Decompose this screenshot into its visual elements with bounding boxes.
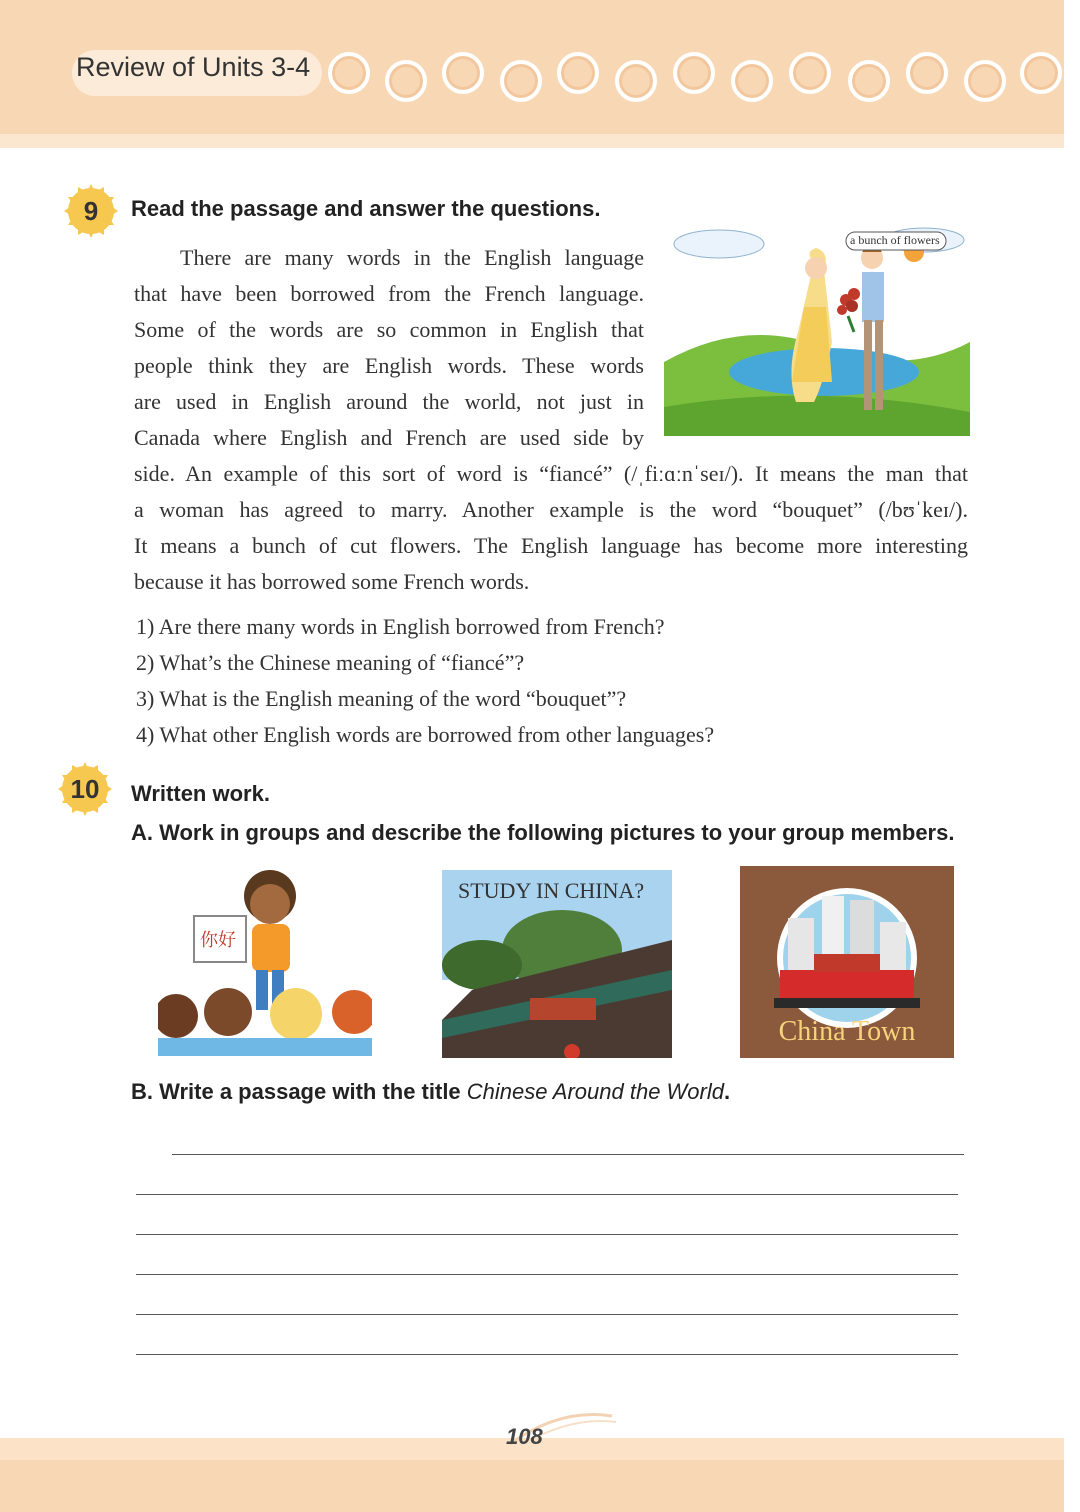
- passage-line: a woman has agreed to marry. Another example is the word “bouquet” (/bʊˈkeɪ/).: [134, 497, 968, 522]
- passage-line: because it has borrowed some French words.: [134, 569, 530, 594]
- flowers-label: a bunch of flowers: [850, 233, 940, 247]
- sign-text: 你好: [200, 930, 236, 951]
- exercise-instruction: Read the passage and answer the questions.: [131, 196, 601, 221]
- passage-line: people think they are English words. These words: [134, 353, 644, 378]
- header-title: Review of Units 3-4: [76, 52, 311, 82]
- question-item: 2) What’s the Chinese meaning of “fiancé”?: [136, 650, 525, 675]
- writing-line[interactable]: [136, 1354, 958, 1355]
- writing-line[interactable]: [172, 1154, 964, 1155]
- question-item: 4) What other English words are borrowed from other languages?: [136, 722, 715, 747]
- passage-line: that have been borrowed from the French language.: [134, 281, 644, 306]
- writing-line[interactable]: [136, 1194, 958, 1195]
- passage-line: There are many words in the English language: [180, 245, 644, 270]
- part-a-instruction: A. Work in groups and describe the following pictures to your group members.: [131, 820, 955, 845]
- passage-line: It means a bunch of cut flowers. The English language has become more interesting: [134, 533, 968, 558]
- passage-line: side. An example of this sort of word is “fiancé” (/ˌfiːɑːnˈseɪ/). It means the man that: [134, 461, 968, 486]
- study-in-china-picture: [442, 870, 672, 1058]
- reading-passage: [134, 240, 968, 600]
- page-number: 108: [506, 1424, 543, 1449]
- part-b-prefix: B. Write a passage with the title: [131, 1079, 467, 1104]
- question-item: 3) What is the English meaning of the word “bouquet”?: [136, 686, 627, 711]
- passage-line: are used in English around the world, not just in: [134, 389, 644, 414]
- part-b-suffix: .: [724, 1079, 731, 1104]
- passage-line: Canada where English and French are used side by: [134, 425, 644, 450]
- writing-line[interactable]: [136, 1314, 958, 1315]
- exercise-instruction: Written work.: [131, 781, 270, 806]
- passage-line: Some of the words are so common in English that: [134, 317, 644, 342]
- header-strip: [0, 134, 1064, 148]
- chinatown-caption: China Town: [778, 1016, 916, 1047]
- writing-line[interactable]: [136, 1274, 958, 1275]
- boy-with-sign-picture: [158, 866, 372, 1056]
- part-b-title: Chinese Around the World: [466, 1079, 724, 1104]
- study-caption: STUDY IN CHINA?: [458, 878, 645, 903]
- exercise-number-badge: 9: [68, 188, 114, 234]
- question-item: 1) Are there many words in English borrowed from French?: [136, 614, 665, 639]
- writing-line[interactable]: [136, 1234, 958, 1235]
- part-b-instruction: [131, 1079, 730, 1105]
- china-town-picture: [740, 866, 954, 1058]
- exercise-number-badge: 10: [62, 766, 108, 812]
